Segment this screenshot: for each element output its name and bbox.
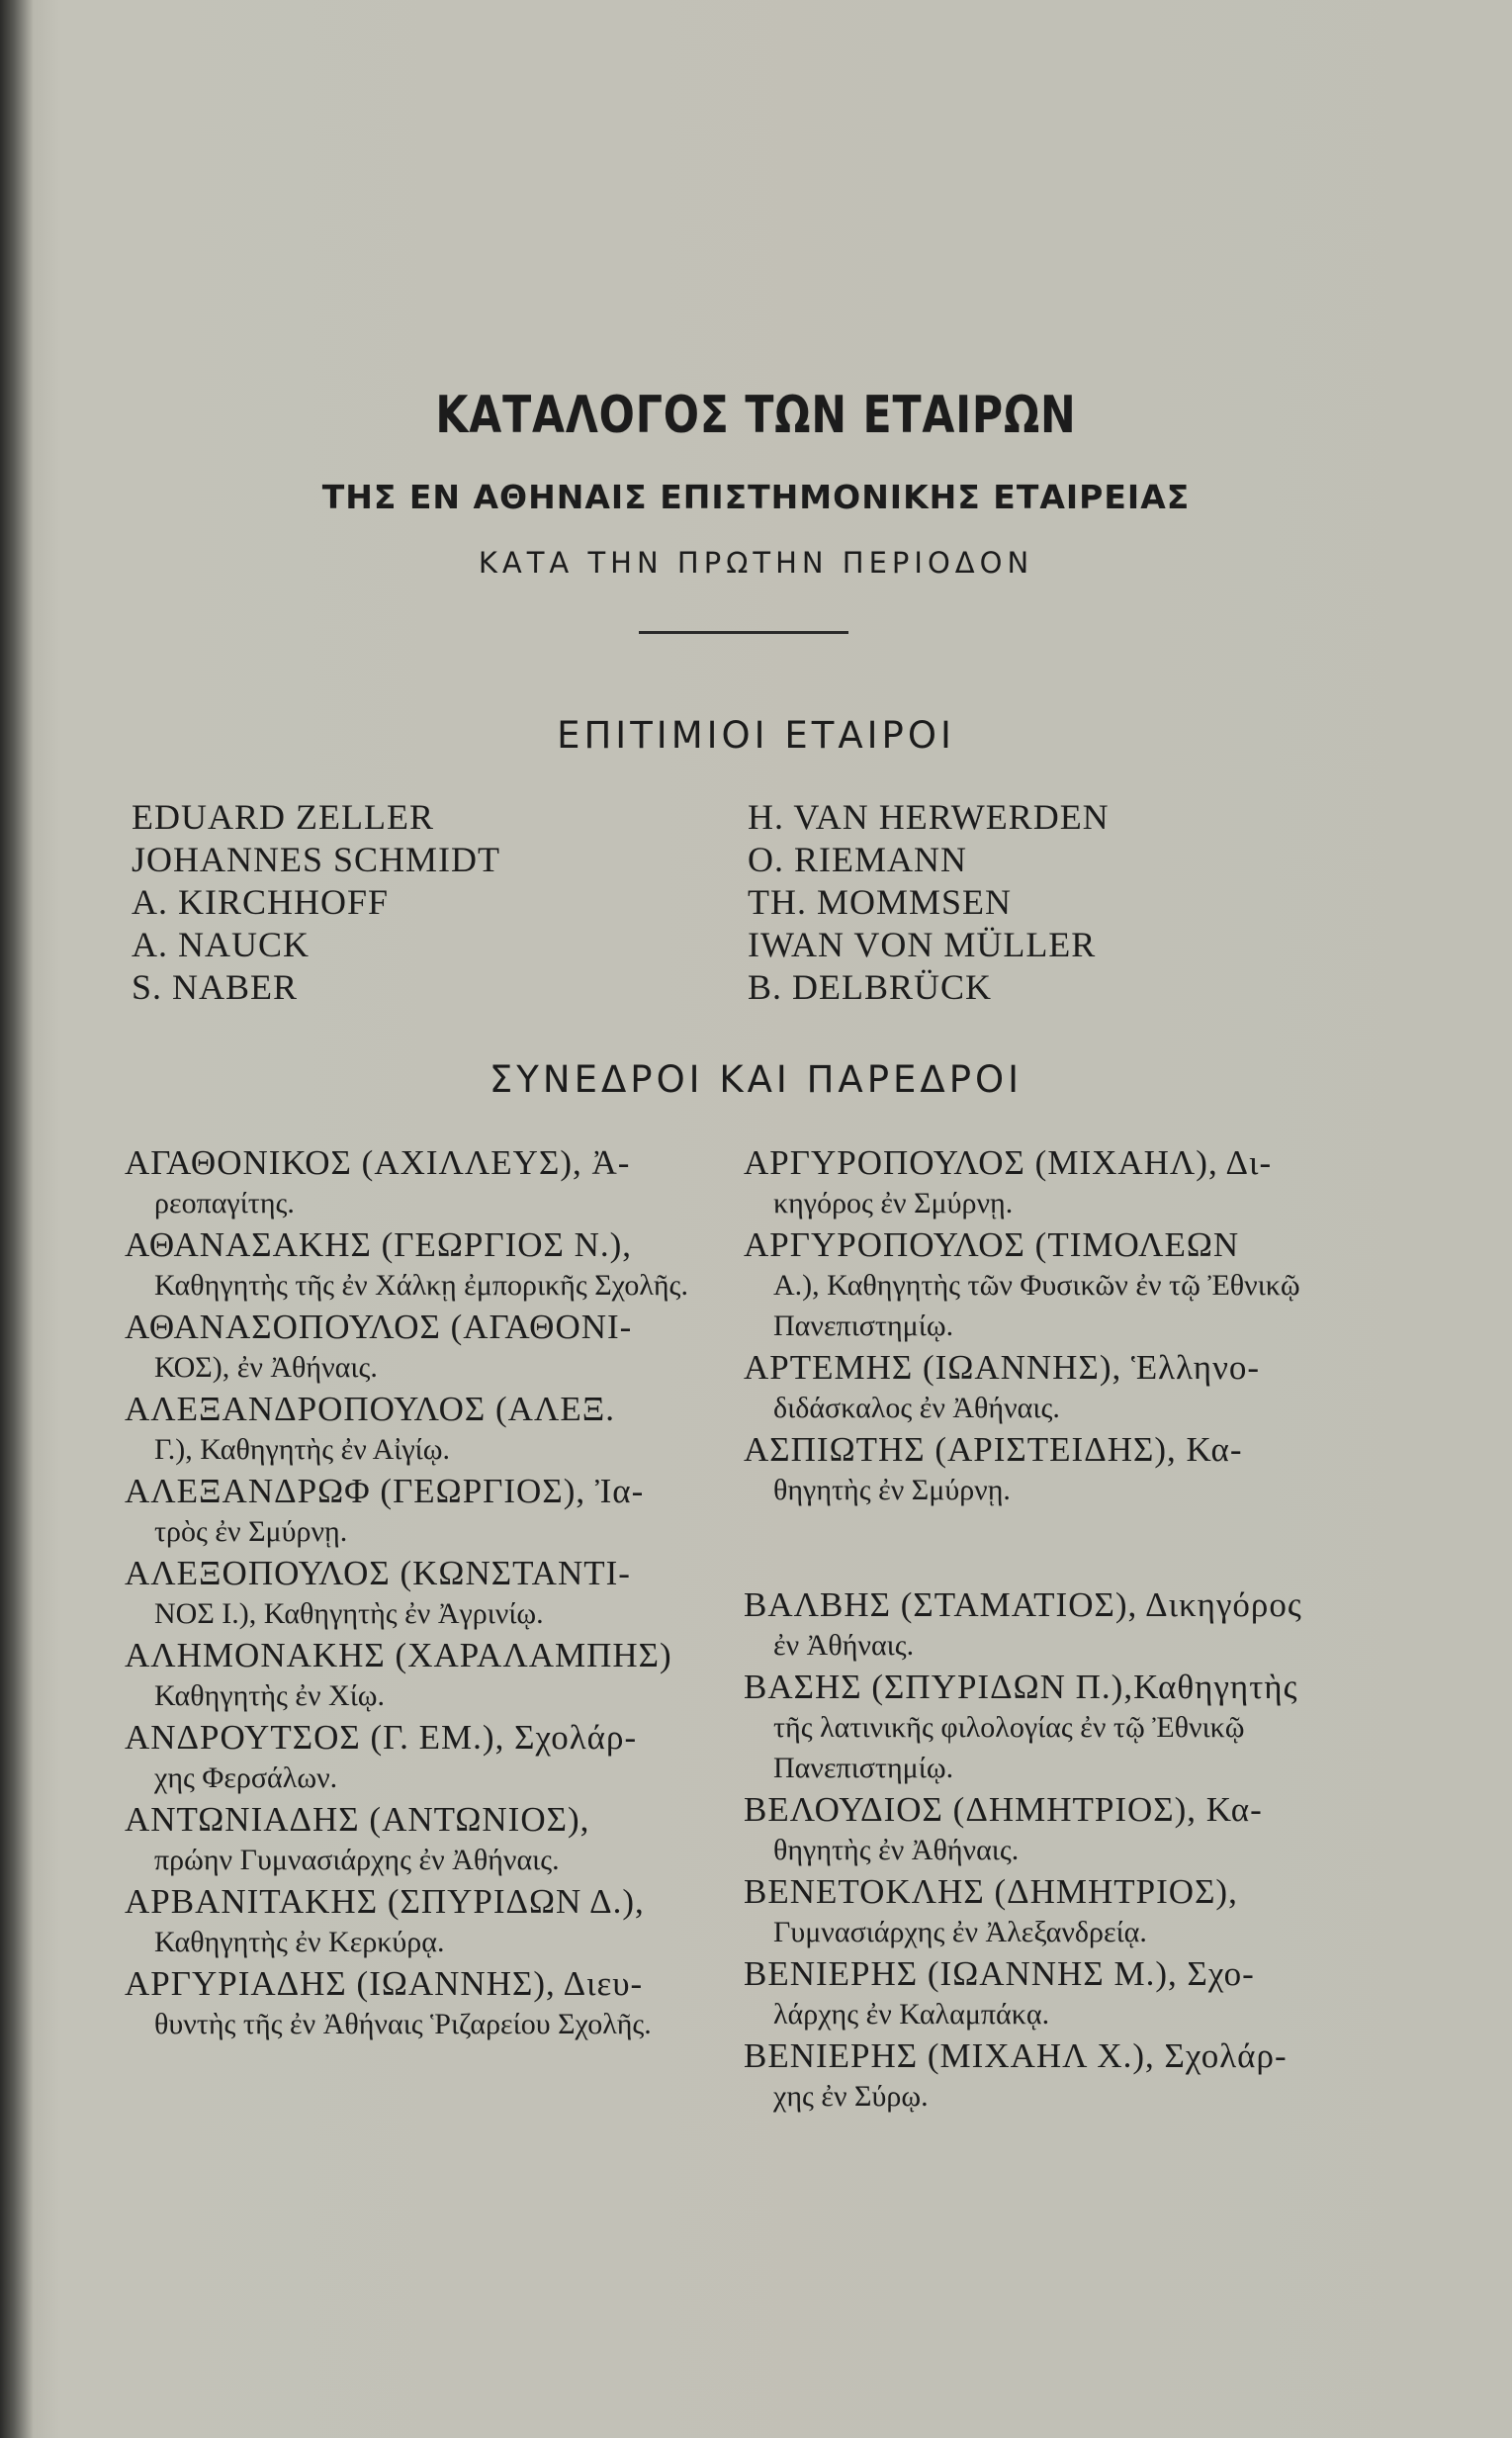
member-description: Γυμνασιάρχης ἐν Ἀλεξανδρείᾳ.	[773, 1916, 1147, 1948]
member-description: λάρχης ἐν Καλαμπάκᾳ.	[773, 1998, 1050, 2031]
member-name: ΑΘΑΝΑΣΟΠΟΥΛΟΣ (ΑΓΑΘΟΝΙ-	[125, 1308, 633, 1346]
member-entry	[744, 1142, 1317, 1223]
member-name: ΑΡΓΥΡΟΠΟΥΛΟΣ (ΜΙΧΑΗΛ), Δι-	[744, 1143, 1273, 1182]
member-name: ΒΕΝΕΤΟΚΛΗΣ (ΔΗΜΗΤΡΙΟΣ),	[744, 1872, 1238, 1911]
honorary-members-right-column	[748, 796, 1110, 1009]
members-heading: ΣΥΝΕΔΡΟΙ ΚΑΙ ΠΑΡΕΔΡΟΙ	[489, 1058, 1023, 1101]
member-entry	[744, 1789, 1317, 1870]
member-description: θυντὴς τῆς ἐν Ἀθήναις Ῥιζαρείου Σχολῆς.	[154, 2008, 652, 2040]
member-name: ΑΛΗΜΟΝΑΚΗΣ (ΧΑΡΑΛΑΜΠΗΣ)	[125, 1636, 672, 1674]
member-entry	[744, 1871, 1317, 1952]
member-entry	[125, 1142, 718, 1223]
honorary-members-heading: ΕΠΙΤΙΜΙΟΙ ΕΤΑΙΡΟΙ	[557, 714, 955, 757]
member-description: θηγητὴς ἐν Σμύρνῃ.	[773, 1474, 1011, 1506]
honorary-member: IWAN VON MÜLLER	[748, 925, 1097, 964]
honorary-member: O. RIEMANN	[748, 840, 967, 879]
member-name: ΑΘΑΝΑΣΑΚΗΣ (ΓΕΩΡΓΙΟΣ Ν.),	[125, 1225, 633, 1264]
members-right-column	[744, 1142, 1317, 2118]
column-gap	[744, 1511, 1317, 1584]
page-subtitle-period: ΚΑΤΑ ΤΗΝ ΠΡΩΤΗΝ ΠΕΡΙΟΔΟΝ	[478, 546, 1034, 580]
member-entry	[744, 1667, 1317, 1788]
member-entry	[744, 1584, 1317, 1666]
member-description: κηγόρος ἐν Σμύρνῃ.	[773, 1187, 1014, 1219]
member-entry	[125, 1224, 718, 1306]
member-description: Καθηγητὴς τῆς ἐν Χάλκῃ ἐμπορικῆς Σχολῆς.	[154, 1269, 688, 1302]
member-entry	[125, 1553, 718, 1634]
member-description: ἐν Ἀθήναις.	[773, 1629, 915, 1662]
honorary-member: B. DELBRÜCK	[748, 967, 993, 1007]
page-title: ΚΑΤΑΛΟΓΟΣ ΤΩΝ ΕΤΑΙΡΩΝ	[435, 386, 1077, 445]
member-name: ΒΕΝΙΕΡΗΣ (ΜΙΧΑΗΛ Χ.), Σχολάρ-	[744, 2036, 1288, 2075]
member-description: πρώην Γυμνασιάρχης ἐν Ἀθήναις.	[154, 1844, 560, 1876]
honorary-member: TH. MOMMSEN	[748, 882, 1013, 922]
member-description: Γ.), Καθηγητὴς ἐν Αἰγίῳ.	[154, 1433, 450, 1466]
member-name: ΑΛΕΞΑΝΔΡΟΠΟΥΛΟΣ (ΑΛΕΞ.	[125, 1390, 615, 1428]
member-name: ΒΕΝΙΕΡΗΣ (ΙΩΑΝΝΗΣ Μ.), Σχο-	[744, 1954, 1255, 1993]
honorary-member: H. VAN HERWERDEN	[748, 797, 1110, 837]
member-entry	[125, 1881, 718, 1962]
member-entry	[125, 1635, 718, 1716]
member-description: Α.), Καθηγητὴς τῶν Φυσικῶν ἐν τῷ Ἐθνικῷ Πανεπιστημίῳ.	[773, 1269, 1300, 1342]
member-name: ΑΓΑΘΟΝΙΚΟΣ (ΑΧΙΛΛΕΥΣ), Ἀ-	[125, 1143, 631, 1182]
page-subtitle: ΤΗΣ ΕΝ ΑΘΗΝΑΙΣ ΕΠΙΣΤΗΜΟΝΙΚΗΣ ΕΤΑΙΡΕΙΑΣ	[321, 478, 1191, 516]
member-entry	[125, 1471, 718, 1552]
member-description: ΚΟΣ), ἐν Ἀθήναις.	[154, 1351, 378, 1384]
member-name: ΒΑΛΒΗΣ (ΣΤΑΜΑΤΙΟΣ), Δικηγόρος	[744, 1585, 1302, 1624]
member-entry	[125, 1799, 718, 1880]
member-name: ΑΡΤΕΜΗΣ (ΙΩΑΝΝΗΣ), Ἑλληνο-	[744, 1348, 1261, 1387]
member-entry	[744, 2035, 1317, 2117]
member-name: ΑΛΕΞΟΠΟΥΛΟΣ (ΚΩΝΣΤΑΝΤΙ-	[125, 1554, 631, 1592]
honorary-member: JOHANNES SCHMIDT	[132, 840, 501, 879]
member-description: ΝΟΣ Ι.), Καθηγητὴς ἐν Ἀγρινίῳ.	[154, 1597, 544, 1630]
member-description: Καθηγητὴς ἐν Κερκύρᾳ.	[154, 1926, 445, 1958]
member-entry	[744, 1347, 1317, 1428]
members-left-column	[125, 1142, 718, 2045]
member-entry	[744, 1429, 1317, 1510]
member-name: ΒΕΛΟΥΔΙΟΣ (ΔΗΜΗΤΡΙΟΣ), Κα-	[744, 1790, 1263, 1829]
member-name: ΑΝΤΩΝΙΑΔΗΣ (ΑΝΤΩΝΙΟΣ),	[125, 1800, 590, 1839]
member-description: χης ἐν Σύρῳ.	[773, 2080, 929, 2113]
member-description: Καθηγητὴς ἐν Χίῳ.	[154, 1679, 386, 1712]
member-name: ΑΛΕΞΑΝΔΡΩΦ (ΓΕΩΡΓΙΟΣ), Ἰα-	[125, 1472, 645, 1510]
member-entry	[744, 1953, 1317, 2034]
member-name: ΑΣΠΙΩΤΗΣ (ΑΡΙΣΤΕΙΔΗΣ), Κα-	[744, 1430, 1243, 1469]
member-description: χης Φερσάλων.	[154, 1761, 338, 1794]
member-name: ΒΑΣΗΣ (ΣΠΥΡΙΔΩΝ Π.),Καθηγητὴς	[744, 1668, 1298, 1706]
member-name: ΑΝΔΡΟΥΤΣΟΣ (Γ. ΕΜ.), Σχολάρ-	[125, 1718, 638, 1757]
honorary-members-left-column	[132, 796, 500, 1009]
member-description: ρεοπαγίτης.	[154, 1187, 295, 1219]
honorary-member: S. NABER	[132, 967, 299, 1007]
honorary-member: A. KIRCHHOFF	[132, 882, 390, 922]
member-entry	[125, 1963, 718, 2044]
member-description: διδάσκαλος ἐν Ἀθήναις.	[773, 1392, 1060, 1424]
member-entry	[125, 1389, 718, 1470]
member-name: ΑΡΓΥΡΟΠΟΥΛΟΣ (ΤΙΜΟΛΕΩΝ	[744, 1225, 1240, 1264]
member-entry	[125, 1307, 718, 1388]
member-entry	[744, 1224, 1317, 1346]
honorary-member: A. NAUCK	[132, 925, 311, 964]
member-entry	[125, 1717, 718, 1798]
member-description: τρὸς ἐν Σμύρνῃ.	[154, 1515, 348, 1548]
member-name: ΑΡΓΥΡΙΑΔΗΣ (ΙΩΑΝΝΗΣ), Διευ-	[125, 1964, 644, 2003]
title-divider	[639, 631, 848, 634]
honorary-member: EDUARD ZELLER	[132, 797, 434, 837]
member-description: τῆς λατινικῆς φιλολογίας ἐν τῷ Ἐθνικῷ Πανεπιστημίῳ.	[773, 1711, 1245, 1784]
member-description: θηγητὴς ἐν Ἀθήναις.	[773, 1834, 1020, 1866]
member-name: ΑΡΒΑΝΙΤΑΚΗΣ (ΣΠΥΡΙΔΩΝ Δ.),	[125, 1882, 645, 1921]
